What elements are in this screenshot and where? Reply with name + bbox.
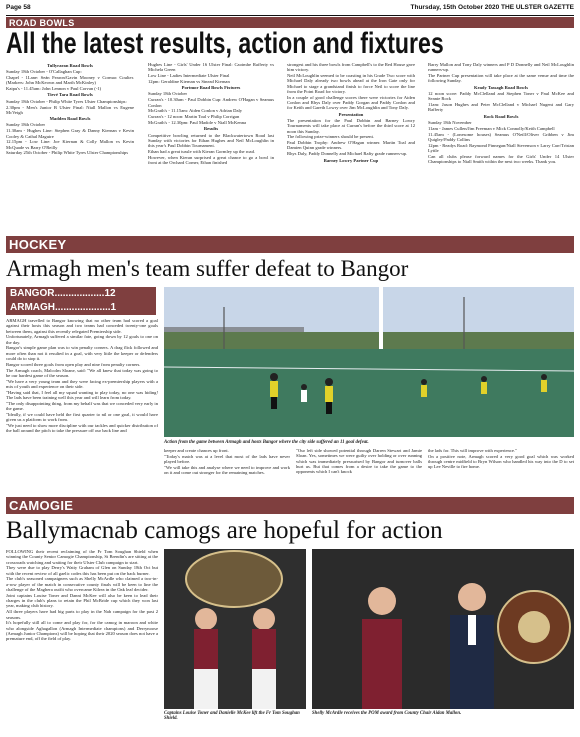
subheading: Barney Lowry Partner Cup <box>323 157 379 163</box>
subheading: Tullyraran Road Bowls <box>47 63 93 68</box>
paragraph: Chapel - 1Lane: Seán Fearon/Gavin Mooney v Cormac Coulter. (Markers: John McKeown and Marth McKinley) <box>6 75 134 86</box>
camogie-caption-2: Shelly McArdle receives the POM award from County Chair Aidan Mallon. <box>312 711 462 716</box>
subheading: Presentation <box>338 111 364 117</box>
paragraph: Ethan had a great tussle with Kieran Gormley up the road. <box>148 148 256 154</box>
paragraph: 12pm - Readys Road: Raymond Finnegan/Niall Stevenson v Larry Carr/Tristan Lyttle <box>428 142 574 153</box>
bowls-column-1 <box>6 62 134 240</box>
paragraph: In a couple of good challenge scores there were victories for Aiden Conlon and Rhys Daly over Paddy Gorgan and Paddy Conlon and for Keith and Gareth Lowry over Jim McLoughlin and Tony Daly. <box>287 94 415 111</box>
bowls-headline: All the latest results, action and fixtures <box>6 29 444 59</box>
paragraph: "Having said that, I feel all my squad wanting to play today, no one was hiding! The lads have been training well this year and will learn from today. <box>6 389 158 401</box>
paragraph: The Armagh coach, Malcolm Sloane, said: "We all knew that today was going to be our hardest game of the season. <box>6 367 158 378</box>
paragraph: Neil McLoughlin seemed to be coasting in his Grade Two score with Michael Daly already two bowls ahead at the Iron Gate only for Michael to stage a grandstand finish to force Neil to score the line from the Point Road for victory. <box>287 73 415 94</box>
paragraph: Curran's - 10.30am - Paul Dobbin Cup: Andrew O'Hagan v Seamus Conlon <box>148 97 274 108</box>
paragraph: Hughes Line - Girls' Under 16 Ulster Final: Caoimhe Rafferty vs Michela Green <box>148 62 274 73</box>
paragraph: Unfortunately, Armagh suffered a similar fate, going down by 12 goals to one on the day. <box>6 334 158 345</box>
subheading: Rock Road Bowls <box>483 113 519 119</box>
paragraph: 11.30am - Hughes Line: Stephen Gray & Danny Kiernan v Kevin Cooley & Cathal Maguire <box>6 128 134 139</box>
paragraph: "Today's match was at a level that most of the lads have never played before. <box>164 453 290 465</box>
camogie-photo-1-illustration <box>164 549 306 709</box>
bowls-column-4 <box>428 62 574 240</box>
paragraph: Competitive bowling returned to the Blackwatertown Road last Sunday with victories for Ethan Hughes and Neil McLoughlin in this year's Paul Dobbin Tournament. <box>148 132 274 149</box>
paragraph: Bangor scored three goals from open play and nine from penalty corners. <box>6 361 141 367</box>
paragraph: "Our left side showed potential through Darren Stewart and Jamie Sloan. Yes, sometimes we were guilty over holding or over running which was immediately pressurised by Bangor and turnover balls hurt us. But that comes from a desire to take the game to the opponents which I can't knock <box>296 448 422 475</box>
camogie-photo-1 <box>164 549 306 709</box>
paragraph: "We will take this and analyse where we need to improve and work on it and come out stronger for the remaining matches. <box>164 464 290 476</box>
paragraph: 12.15pm - Low Line: Joe Kiernan & Colly Mallon vs Kevin McQuade vs Barry O'Reilly <box>6 139 134 150</box>
paragraph: It's hopefully still all to come and play for, for the camog in maroon and white who alongside Aghagallon (Armagh Intermediate champions) and Derrynoose (Armagh Junior Champions) will be hoping that their 2020 season does not have a premature end, off the field of play. <box>6 620 158 642</box>
paragraph: Sunday 18th October <box>6 122 46 128</box>
paragraph: 12 noon score: Paddy McClelland and Stephen Toner v Paul McKee and Seanie Rock <box>428 90 574 102</box>
paragraph: Saturday 25th October - Philip White Tyres Ulster Championships <box>6 150 128 156</box>
paragraph: Low Line - Ladies Intermediate Ulster Final <box>148 73 230 79</box>
paragraph: Curran's - 12 noon: Martin Toal v Philip Corrigan <box>148 114 240 120</box>
paragraph: The following prize-winners should be present. <box>287 134 375 140</box>
camogie-photo-2-illustration <box>312 549 574 709</box>
paragraph: The club's seasoned campaigners such as Shelly McArdle who claimed a two-in-a-row player of the match in consecutive county finals will be keen to line the challenge of the Maghera outfit who overcame Kilrea in the Oak leaf decider. <box>6 576 158 593</box>
paragraph: keeper and create chances up front. <box>164 448 229 453</box>
paragraph: Sunday 18th October <box>148 91 188 97</box>
subheading: Portmor Road Bowls Fixtures <box>181 85 241 91</box>
paragraph: Kaipu's - 11.45am: John Lennon v Paul Corvan (-1) <box>6 86 102 92</box>
hockey-column-4 <box>428 448 574 504</box>
paragraph: All three players have had big parts to play in the Nab campaign for the past 2 seasons. <box>6 609 158 620</box>
section-label: ROAD BOWLS <box>9 17 75 28</box>
paragraph: Sunday 18th October - Philip White Tyres Ulster Championships: <box>6 98 127 104</box>
hockey-caption: Action from the game between Armagh and hosts Bangor where the city side suffered an 11 goal defeat. <box>164 440 369 445</box>
bowls-column-2 <box>148 62 274 240</box>
hockey-column-1 <box>6 318 158 504</box>
dateline: Thursday, 15th October 2020 THE ULSTER GAZETTE <box>410 4 574 11</box>
subheading: Keady Tassagh Road Bowls <box>474 84 528 90</box>
paragraph: "We just need to show more discipline with our tackles and quicker distribution of the ball around the pitch to take the pressure off our back line and <box>6 423 158 434</box>
camogie-photo-2 <box>312 549 574 709</box>
paragraph: 11.45am - (Lonesome houses) Seamus O'Neill/Oliver Gribben v Jim Quigley/Paddy Collins <box>428 131 574 142</box>
page-number: Page 58 <box>6 4 31 11</box>
paragraph: The Partner Cup presentation will take place at the same venue and time the following Sunday. <box>428 73 574 84</box>
section-label: HOCKEY <box>9 237 67 252</box>
header-rule <box>6 15 574 16</box>
paragraph: Rhys Daly, Paddy Donnelly and Michael Rafty grade runners-up. <box>287 151 408 157</box>
score-home: BANGOR..................12 <box>10 288 116 299</box>
page-header <box>6 4 574 14</box>
paragraph: Barry Mallon and Tony Daly winners and P D Donnelly and Neil McLoughlin runners-up. <box>428 62 574 73</box>
camogie-column-1 <box>6 549 158 735</box>
score-away: ARMAGH....................1 <box>10 302 117 313</box>
bowls-column-3 <box>287 62 415 240</box>
paragraph: Can all clubs please forward names for the Girls' Under 14 Ulster Championships to Niall Smith within the next two weeks. Thank you. <box>428 153 574 165</box>
paragraph: Sunday 18th November <box>428 119 472 125</box>
paragraph: Paul Dobbin Trophy: Andrew O'Hagan winner. Martin Toal and Damien Quinn grade winners. <box>287 140 415 151</box>
paragraph: McGrath's - 12.30pm: Paul Madole v Niall McKenna <box>148 119 247 125</box>
subheading: Tievé Tara Road Bowls <box>47 92 93 98</box>
scorebox <box>6 287 156 315</box>
paragraph: FOLLOWING their recent reclaiming of the Fr Tom Soughan Shield when winning the County Senior Camogie Championship, St Brendin's are sitting at the crossroads watching and waiting for their Ulster Club campaign to start. <box>6 549 158 565</box>
hockey-photo <box>164 287 574 437</box>
paragraph: "We have a very young team and they were facing ex-premiership players with a mix of youth and experience on their side. <box>6 378 158 390</box>
paragraph: "The only disappointing thing, from my behalf was that we conceded very early in the game. <box>6 400 158 412</box>
paragraph: 12pm: Geraldine Kiernan vs Sinead Kiernan <box>148 78 230 84</box>
hockey-column-3 <box>296 448 422 504</box>
paragraph: The presentation for the Paul Dobbin and Barney Lowry Tournaments will take place at Curran's before the third score at 12 noon this Sunday. <box>287 117 415 134</box>
section-bar-hockey <box>6 236 574 253</box>
subheading: Madden Road Bowls <box>49 116 91 122</box>
paragraph: strongest and his three bowls from Campbell's to the Red House gave him victory. <box>287 62 415 73</box>
section-bar-road-bowls <box>6 17 574 28</box>
section-bar-camogie <box>6 497 574 514</box>
paragraph: 2.30pm - Men's Junior B Ulster Final: Niall Mallon vs Eugene McVeigh <box>6 104 134 115</box>
paragraph: "Ideally, if we could have held the first quarter to nil or one goal, it would have given us a platform to work from. <box>6 412 158 423</box>
section-label: CAMOGIE <box>9 498 74 513</box>
paragraph: Joint captains Louise Toner and Danni McKee will also be keen to lead their charges in the club's plans to retain the Phil McBride cup which they won last year, making club history. <box>6 592 158 609</box>
paragraph: Sunday 18th October - O'Callaghan Cup: <box>6 69 82 75</box>
paragraph: They were due to play Derry's Watty Graham of Glen on Sunday 18th Oct but with the recent review of all gaelic codes this has been put on the back burner. <box>6 565 158 576</box>
paragraph: the lads for. This will improve with experience." <box>428 448 517 453</box>
hockey-column-2 <box>164 448 290 504</box>
subheading: Results <box>203 126 219 132</box>
paragraph: Bangor's simple game plan was to win penalty corners. A drag flick followed and more often than not it resulted in a goal, with very little the keeper or defenders could do to stop it. <box>6 345 158 362</box>
paragraph: ARMAGH travelled to Bangor knowing that no other team had scored a goal against their hosts this season and two teams had conceded twenty-one goals between them, against this recently relegated Premiership side. <box>6 318 158 334</box>
paragraph: 11am: Jason Hughes and Peter McClelland v Michael Nugent and Gary Rafferty <box>428 102 574 113</box>
paragraph: 11am - James Cullen/Jim Freeman v Mick Connolly/Keith Campbell <box>428 125 555 131</box>
paragraph: However, when Kieran surprised a great chance to go a bowl in front at the Orchard Corner, Ethan finished <box>148 154 274 166</box>
hockey-headline: Armagh men's team suffer defeat to Bangor <box>6 256 409 281</box>
hockey-photo-illustration <box>164 287 574 437</box>
paragraph: On a positive note, Armagh scored a very good goal which was worked through centre midfield to Bryn Wilson who handled his way into the D to set up Lee Neville to fire home. <box>428 453 574 470</box>
camogie-caption-1: Captains Louise Toner and Danielle McKee lift the Fr Tom Soughan Shield. <box>164 711 300 722</box>
paragraph: McGrath's - 11.15am: Aiden Conlon v Adrian Daly <box>148 108 243 114</box>
camogie-headline: Ballymacnab camogs are hopeful for action <box>6 517 443 544</box>
